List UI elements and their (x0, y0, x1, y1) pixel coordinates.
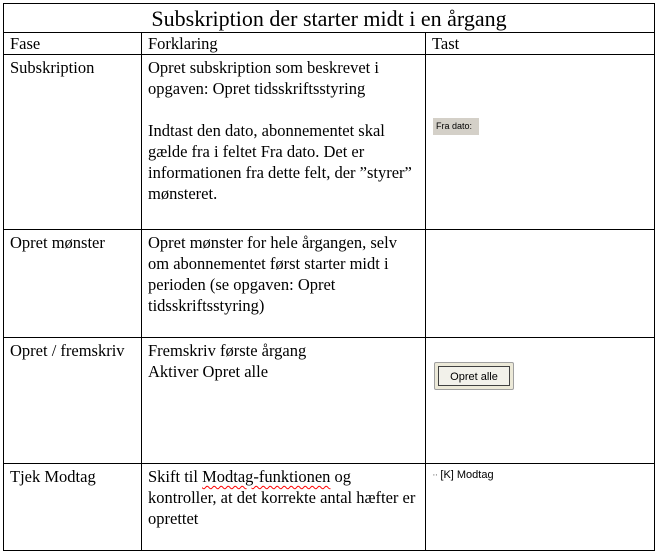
document-table (3, 3, 655, 551)
opret-alle-button-label: Opret alle (438, 366, 510, 386)
table-row (4, 230, 655, 338)
table-row (4, 55, 655, 230)
phase-cell: Opret / fremskriv (4, 338, 142, 464)
key-cell (426, 338, 655, 464)
header-phase: Fase (4, 33, 142, 55)
fra-dato-label: Fra dato: (433, 118, 479, 135)
explanation-text: Opret subskription som beskrevet i opgaven: Opret tidsskriftsstyring (148, 58, 379, 98)
header-row (4, 33, 655, 55)
title-row (4, 4, 655, 33)
tree-connector-icon: ·· (432, 469, 438, 481)
modtag-tree-label: [K] Modtag (440, 469, 494, 481)
explanation-text: Fremskriv første årgang (148, 341, 307, 360)
table-title: Subskription der starter midt i en årgang (4, 4, 655, 33)
phase-cell: Subskription (4, 55, 142, 230)
phase-cell: Opret mønster (4, 230, 142, 338)
key-cell (426, 464, 655, 551)
key-cell (426, 55, 655, 230)
header-explanation: Forklaring (142, 33, 426, 55)
explanation-cell (142, 464, 426, 551)
opret-alle-button[interactable] (434, 362, 514, 390)
explanation-cell: Opret mønster for hele årgangen, selv om abonnementet først starter midt i perioden (se opgaven: Opret tidsskriftsstyring) (142, 230, 426, 338)
table-row (4, 338, 655, 464)
explanation-text: Skift til (148, 467, 203, 486)
table-row (4, 464, 655, 551)
key-cell (426, 230, 655, 338)
explanation-text: Indtast den dato, abonnementet skal gælde fra i feltet Fra dato. Det er informationen fra dette felt, der ”styrer” mønsteret. (148, 121, 412, 203)
explanation-text: Aktiver Opret alle (148, 362, 269, 381)
phase-cell: Tjek Modtag (4, 464, 142, 551)
header-key: Tast (426, 33, 655, 55)
explanation-cell (142, 338, 426, 464)
explanation-keyword: Modtag-funktionen (202, 467, 331, 486)
modtag-tree-item[interactable] (432, 468, 648, 482)
explanation-text: og kontroller, at det korrekte antal hæfter er oprettet (148, 467, 416, 528)
explanation-cell (142, 55, 426, 230)
